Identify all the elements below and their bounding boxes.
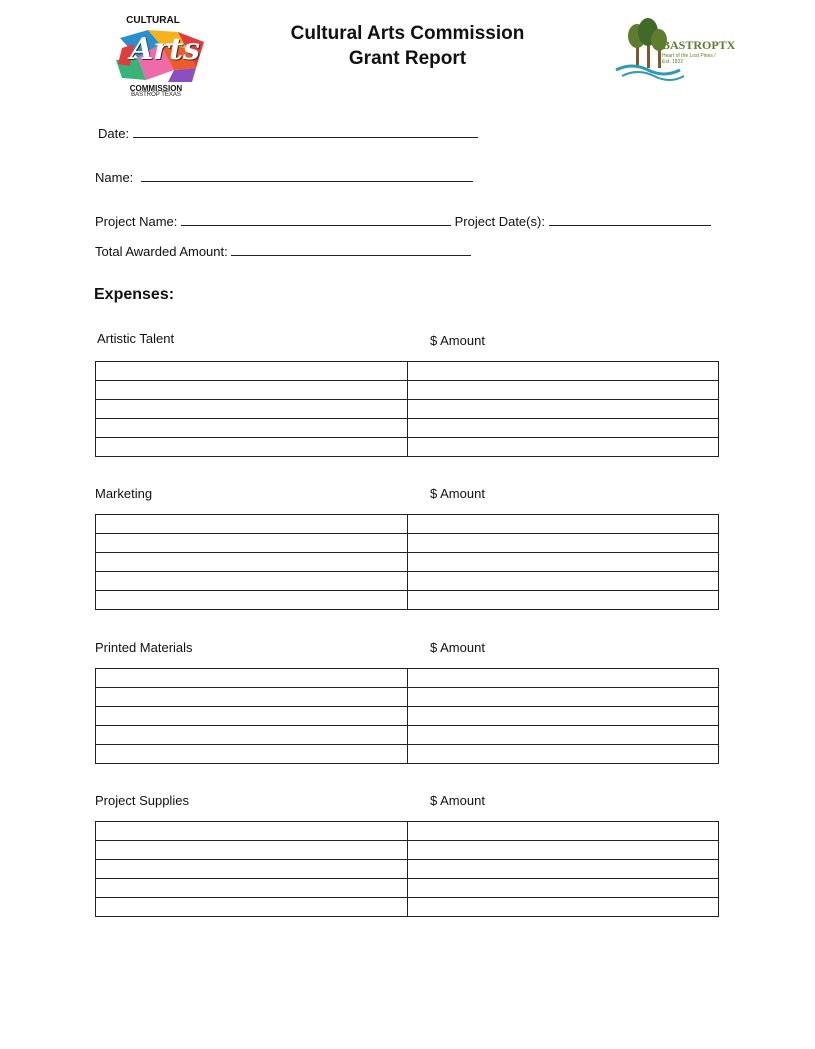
logo-text-arts: Arts	[130, 32, 200, 67]
total-awarded-line[interactable]	[231, 243, 471, 256]
item-input[interactable]	[96, 573, 407, 590]
item-input[interactable]	[96, 420, 407, 437]
logo-text-commission: COMMISSION	[129, 84, 183, 93]
date-line[interactable]	[133, 125, 478, 138]
item-input[interactable]	[96, 439, 407, 456]
amount-input[interactable]	[408, 363, 718, 380]
item-cell	[96, 745, 408, 764]
table-row	[96, 841, 719, 860]
amount-input[interactable]	[408, 899, 718, 916]
project-name-label: Project Name:	[95, 214, 178, 229]
item-input[interactable]	[96, 535, 407, 552]
logo-text-heart-of-lost-pines: Heart of the Lost Pines / Est. 1832	[662, 53, 716, 65]
logo-text-bastroptx: BASTROPTX	[662, 38, 736, 52]
item-input[interactable]	[96, 861, 407, 878]
item-cell	[96, 669, 408, 688]
table-row	[96, 688, 719, 707]
amount-input[interactable]	[408, 401, 718, 418]
project-name-field	[95, 213, 711, 229]
item-input[interactable]	[96, 899, 407, 916]
item-input[interactable]	[96, 554, 407, 571]
item-cell	[96, 400, 408, 419]
table-row	[96, 515, 719, 534]
amount-cell	[408, 669, 719, 688]
table-row	[96, 591, 719, 610]
table-row	[96, 879, 719, 898]
item-cell	[96, 362, 408, 381]
table-row	[96, 860, 719, 879]
project-dates-label: Project Date(s):	[454, 214, 545, 229]
total-awarded-label: Total Awarded Amount:	[95, 244, 228, 259]
amount-cell	[408, 362, 719, 381]
logo-text-bastrop-texas: BASTROP TEXAS	[131, 92, 181, 98]
amount-cell	[408, 822, 719, 841]
amount-cell	[408, 572, 719, 591]
amount-input[interactable]	[408, 861, 718, 878]
artistic-talent-amount-label: $ Amount	[430, 333, 485, 348]
name-label: Name:	[95, 170, 134, 185]
amount-input[interactable]	[408, 554, 718, 571]
date-label: Date:	[98, 126, 130, 141]
table-row	[96, 534, 719, 553]
amount-cell	[408, 707, 719, 726]
amount-cell	[408, 591, 719, 610]
artistic-talent-label: Artistic Talent	[97, 331, 175, 346]
table-row	[96, 745, 719, 764]
item-input[interactable]	[96, 592, 407, 609]
project-name-line[interactable]	[181, 213, 451, 226]
item-cell	[96, 515, 408, 534]
table-row	[96, 822, 719, 841]
marketing-amount-label: $ Amount	[430, 486, 485, 501]
item-cell	[96, 438, 408, 457]
printed-materials-amount-label: $ Amount	[430, 640, 485, 655]
page-title: Cultural Arts Commission	[290, 23, 525, 44]
amount-input[interactable]	[408, 842, 718, 859]
amount-input[interactable]	[408, 516, 718, 533]
amount-input[interactable]	[408, 670, 718, 687]
amount-cell	[408, 438, 719, 457]
name-field	[95, 169, 473, 185]
project-supplies-amount-label: $ Amount	[430, 793, 485, 808]
amount-input[interactable]	[408, 746, 718, 763]
table-row	[96, 553, 719, 572]
amount-input[interactable]	[408, 420, 718, 437]
marketing-table	[95, 514, 719, 610]
item-cell	[96, 726, 408, 745]
amount-cell	[408, 534, 719, 553]
item-input[interactable]	[96, 708, 407, 725]
amount-cell	[408, 745, 719, 764]
amount-cell	[408, 726, 719, 745]
date-field	[98, 125, 478, 141]
table-row	[96, 669, 719, 688]
item-cell	[96, 419, 408, 438]
item-input[interactable]	[96, 670, 407, 687]
table-row	[96, 572, 719, 591]
expenses-heading: Expenses:	[94, 286, 175, 303]
page-subtitle: Grant Report	[348, 48, 467, 69]
printed-materials-label: Printed Materials	[95, 640, 193, 655]
amount-cell	[408, 515, 719, 534]
amount-cell	[408, 879, 719, 898]
item-cell	[96, 707, 408, 726]
item-input[interactable]	[96, 689, 407, 706]
item-input[interactable]	[96, 823, 407, 840]
item-cell	[96, 860, 408, 879]
table-row	[96, 381, 719, 400]
item-cell	[96, 534, 408, 553]
marketing-label: Marketing	[95, 486, 153, 501]
name-line[interactable]	[141, 169, 473, 182]
amount-cell	[408, 400, 719, 419]
item-cell	[96, 381, 408, 400]
item-cell	[96, 553, 408, 572]
project-dates-line[interactable]	[549, 213, 711, 226]
amount-input[interactable]	[408, 439, 718, 456]
item-input[interactable]	[96, 363, 407, 380]
item-input[interactable]	[96, 842, 407, 859]
table-row	[96, 898, 719, 917]
project-supplies-label: Project Supplies	[95, 793, 189, 808]
item-input[interactable]	[96, 746, 407, 763]
item-cell	[96, 688, 408, 707]
amount-input[interactable]	[408, 823, 718, 840]
item-cell	[96, 572, 408, 591]
amount-cell	[408, 553, 719, 572]
item-cell	[96, 879, 408, 898]
amount-cell	[408, 419, 719, 438]
amount-cell	[408, 688, 719, 707]
amount-input[interactable]	[408, 573, 718, 590]
project-supplies-table	[95, 821, 719, 917]
printed-materials-table	[95, 668, 719, 764]
table-row	[96, 438, 719, 457]
amount-input[interactable]	[408, 708, 718, 725]
amount-input[interactable]	[408, 689, 718, 706]
logo-text-cultural: CULTURAL	[126, 15, 180, 26]
amount-input[interactable]	[408, 382, 718, 399]
item-cell	[96, 841, 408, 860]
amount-cell	[408, 841, 719, 860]
amount-input[interactable]	[408, 535, 718, 552]
item-input[interactable]	[96, 382, 407, 399]
item-input[interactable]	[96, 880, 407, 897]
table-row	[96, 419, 719, 438]
artistic-talent-table	[95, 361, 719, 457]
amount-cell	[408, 860, 719, 879]
total-awarded-field	[95, 243, 471, 259]
item-cell	[96, 822, 408, 841]
table-row	[96, 400, 719, 419]
amount-input[interactable]	[408, 880, 718, 897]
amount-cell	[408, 381, 719, 400]
table-row	[96, 362, 719, 381]
item-cell	[96, 898, 408, 917]
amount-input[interactable]	[408, 727, 718, 744]
amount-cell	[408, 898, 719, 917]
bastrop-tx-logo	[614, 18, 736, 82]
item-input[interactable]	[96, 401, 407, 418]
amount-input[interactable]	[408, 592, 718, 609]
table-row	[96, 726, 719, 745]
item-cell	[96, 591, 408, 610]
table-row	[96, 707, 719, 726]
item-input[interactable]	[96, 727, 407, 744]
item-input[interactable]	[96, 516, 407, 533]
